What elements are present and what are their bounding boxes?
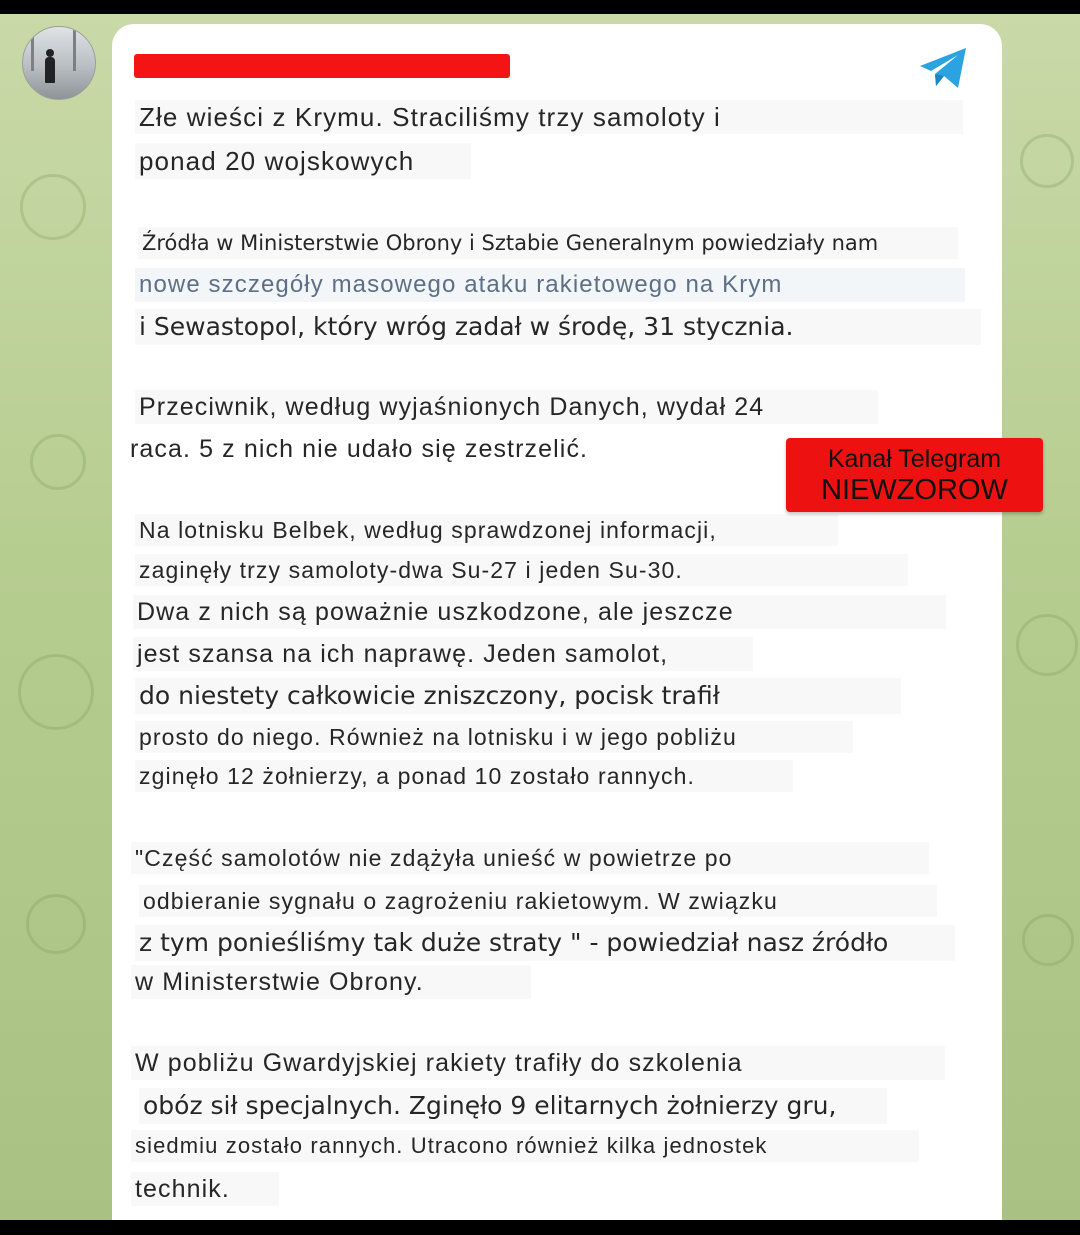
background-doodle: [1016, 614, 1078, 676]
background-doodle: [18, 654, 94, 730]
message-line: Źródła w Ministerstwie Obrony i Sztabie Generalnym powiedziały nam: [138, 227, 958, 259]
message-line: Przeciwnik, według wyjaśnionych Danych, wydał 24: [135, 390, 878, 424]
message-line: siedmiu zostało rannych. Utracono również kilka jednostek: [131, 1130, 919, 1162]
message-line: raca. 5 z nich nie udało się zestrzelić.: [130, 435, 589, 463]
message-line: nowe szczegóły masowego ataku rakietowego na Krym: [135, 268, 965, 302]
redacted-channel-name: [134, 54, 510, 78]
message-line: zginęło 12 żołnierzy, a ponad 10 zostało rannych.: [135, 760, 793, 792]
badge-channel-name: NIEWZOROW: [821, 474, 1008, 506]
message-line: z tym ponieśliśmy tak duże straty " - powiedział nasz źródło: [135, 925, 955, 961]
message-line: i Sewastopol, który wróg zadał w środę, 31 stycznia.: [135, 309, 981, 345]
message-line: Dwa z nich są poważnie uszkodzone, ale jeszcze: [133, 595, 946, 629]
message-line: W pobliżu Gwardyjskiej rakiety trafiły do szkolenia: [131, 1046, 945, 1080]
message-line: jest szansa na ich naprawę. Jeden samolot,: [133, 637, 753, 671]
avatar-pole: [73, 27, 76, 71]
avatar-pole: [31, 27, 34, 71]
message-line: technik.: [131, 1172, 279, 1206]
message-line: w Ministerstwie Obrony.: [131, 965, 531, 999]
channel-badge: [786, 438, 1043, 512]
background-doodle: [1022, 914, 1074, 966]
telegram-icon: [918, 46, 970, 90]
bottom-frame: [0, 1220, 1080, 1235]
badge-title: Kanał Telegram: [827, 445, 1002, 473]
message-line: obóz sił specjalnych. Zginęło 9 elitarnych żołnierzy gru,: [139, 1088, 887, 1124]
message-line: do niestety całkowicie zniszczony, pocisk trafił: [135, 678, 901, 714]
avatar[interactable]: [22, 26, 96, 100]
message-line: Na lotnisku Belbek, według sprawdzonej informacji,: [135, 514, 838, 546]
avatar-figure: [45, 57, 55, 83]
background-doodle: [20, 174, 86, 240]
message-line: "Część samolotów nie zdążyła unieść w powietrze po: [131, 842, 929, 874]
message-line: odbieranie sygnału o zagrożeniu rakietowym. W związku: [139, 885, 937, 917]
message-line: prosto do niego. Również na lotnisku i w jego pobliżu: [135, 721, 853, 753]
avatar-figure-head: [46, 49, 54, 57]
background-doodle: [30, 434, 86, 490]
message-line: ponad 20 wojskowych: [135, 143, 471, 179]
message-line: Złe wieści z Krymu. Straciliśmy trzy samoloty i: [135, 100, 963, 134]
background-doodle: [1020, 134, 1074, 188]
message-line: zaginęły trzy samoloty-dwa Su-27 i jeden Su-30.: [135, 554, 908, 586]
background-doodle: [26, 894, 86, 954]
